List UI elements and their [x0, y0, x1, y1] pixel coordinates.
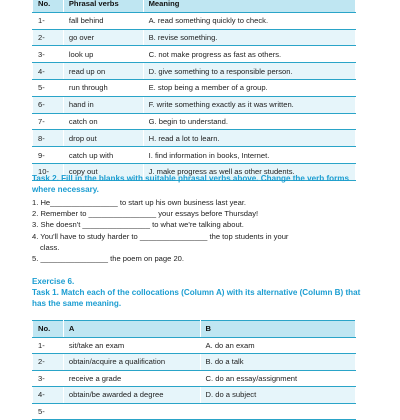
- phrasal-verb: catch on: [63, 113, 143, 130]
- collocation-b: D. do a subject: [200, 387, 355, 404]
- exercise-6-task1-heading: Task 1. Match each of the collocations (Column A) with its alternative (Column B) that has the same meaning.: [32, 288, 361, 308]
- row-number: 3-: [33, 370, 64, 387]
- table-row: [33, 63, 356, 80]
- collocations-table: [32, 320, 356, 420]
- collocation-a: obtain/acquire a qualification: [63, 354, 200, 371]
- phrasal-verb: copy out: [63, 163, 143, 180]
- collocation-b: [200, 403, 355, 420]
- table-row: [33, 387, 356, 404]
- row-number: 7-: [33, 113, 64, 130]
- row-number: 4-: [33, 387, 64, 404]
- task2-heading: Task 2. Fill in the blanks with suitable phrasal verbs above. Change the verb forms where necessary.: [32, 174, 349, 194]
- collocation-b: A. do an exam: [200, 337, 355, 354]
- meaning: H. read a lot to learn.: [143, 130, 355, 147]
- header-column-a: A: [63, 321, 200, 338]
- meaning: J. make progress as well as other students.: [143, 163, 355, 180]
- table-row: [33, 147, 356, 164]
- phrasal-verb: read up on: [63, 63, 143, 80]
- meaning: B. revise something.: [143, 29, 355, 46]
- phrasal-verb: hand in: [63, 96, 143, 113]
- row-number: 5-: [33, 403, 64, 420]
- header-no: No.: [33, 321, 64, 338]
- row-number: 3-: [33, 46, 64, 63]
- phrasal-verb: drop out: [63, 130, 143, 147]
- header-meaning: Meaning: [143, 0, 355, 12]
- sentence-3: 3. She doesn't ________________ to what we're talking about.: [32, 220, 244, 230]
- row-number: 4-: [33, 63, 64, 80]
- sentence-1: 1. He________________ to start up his own business last year.: [32, 198, 247, 207]
- row-number: 1-: [33, 12, 64, 29]
- phrasal-verb: go over: [63, 29, 143, 46]
- phrasal-verb: look up: [63, 46, 143, 63]
- row-number: 9-: [33, 147, 64, 164]
- meaning: C. not make progress as fast as others.: [143, 46, 355, 63]
- meaning: I. find information in books, Internet.: [143, 147, 355, 164]
- collocation-b: B. do a talk: [200, 354, 355, 371]
- row-number: 6-: [33, 96, 64, 113]
- meaning: G. begin to understand.: [143, 113, 355, 130]
- table-header-row: [33, 321, 356, 338]
- collocation-b: C. do an essay/assignment: [200, 370, 355, 387]
- phrasal-verb: catch up with: [63, 147, 143, 164]
- row-number: 2-: [33, 29, 64, 46]
- phrasal-verbs-table: [32, 0, 356, 181]
- row-number: 2-: [33, 354, 64, 371]
- sentence-4: 4. You'll have to study harder to ________________ the top students in your: [32, 231, 289, 241]
- row-number: 10-: [33, 163, 64, 180]
- row-number: 8-: [33, 130, 64, 147]
- meaning: E. stop being a member of a group.: [143, 79, 355, 96]
- meaning: F. write something exactly as it was written.: [143, 96, 355, 113]
- meaning: A. read something quickly to check.: [143, 12, 355, 29]
- task2-sentences: [32, 197, 362, 264]
- row-number: 1-: [33, 337, 64, 354]
- table-row: [33, 29, 356, 46]
- table-row: [33, 370, 356, 387]
- header-no: No.: [33, 0, 64, 12]
- phrasal-verb: fall behind: [63, 12, 143, 29]
- table-row: [33, 96, 356, 113]
- sentence-4-continued: class.: [40, 242, 60, 252]
- table-row: [33, 113, 356, 130]
- table-row: [33, 354, 356, 371]
- sentence-5: 5. ________________ the poem on page 20.: [32, 254, 185, 264]
- collocation-a: sit/take an exam: [63, 337, 200, 354]
- table-row: [33, 337, 356, 354]
- collocation-a: obtain/be awarded a degree: [63, 387, 200, 404]
- table-row: [33, 130, 356, 147]
- table-row: [33, 79, 356, 96]
- sentence-2: 2. Remember to ________________ your essays before Thursday!: [32, 209, 259, 219]
- phrasal-verb: run through: [63, 79, 143, 96]
- header-phrasal-verbs: Phrasal verbs: [63, 0, 143, 12]
- table-row: [33, 12, 356, 29]
- table-header-row: [33, 0, 356, 12]
- exercise-6-title: Exercise 6.: [32, 277, 75, 286]
- collocation-a: [63, 403, 200, 420]
- header-column-b: B: [200, 321, 355, 338]
- collocation-a: receive a grade: [63, 370, 200, 387]
- table-row: [33, 46, 356, 63]
- table-row: [33, 403, 356, 420]
- row-number: 5-: [33, 79, 64, 96]
- meaning: D. give something to a responsible person.: [143, 63, 355, 80]
